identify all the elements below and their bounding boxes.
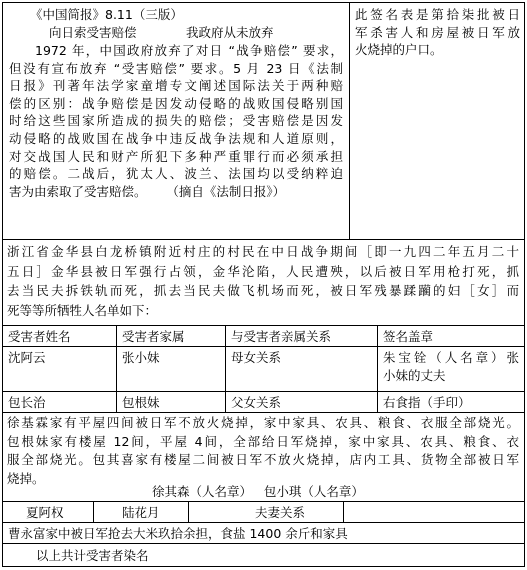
footer-total: 以上共计受害者染名 bbox=[36, 548, 149, 563]
fire-record bbox=[7, 414, 519, 488]
headline-right: 我政府从未放弃 bbox=[186, 25, 274, 40]
fire-record-line: 烧掉。 bbox=[7, 470, 45, 486]
vline-couple-3 bbox=[343, 501, 344, 523]
hline-row2 bbox=[2, 412, 525, 413]
relation: 母女关系 bbox=[231, 350, 282, 365]
vline-col2 bbox=[225, 325, 226, 413]
hline-row1 bbox=[2, 391, 525, 392]
victim-name: 包长治 bbox=[8, 395, 46, 410]
paragraph-line: 的赔偿。二战后，犹太人、波兰、法国均以受纳粹迫 bbox=[9, 166, 343, 182]
header-victim-family: 受害者家属 bbox=[122, 329, 185, 344]
hline-header bbox=[2, 325, 525, 326]
headline-left: 向日索受害赔偿 bbox=[49, 25, 137, 40]
border-bottom bbox=[2, 566, 525, 567]
vline-col1 bbox=[116, 325, 117, 413]
looting-record: 曹永富家中被日军抢去大米玖拾余担，食盐 1400 余斤和家具 bbox=[8, 526, 348, 541]
hline-header-bottom bbox=[2, 346, 525, 347]
paragraph-line: 但没有宣布放弃 “受害赔偿” 要求。5 月 23 日《法制 bbox=[9, 60, 343, 76]
fire-record-line: 包根妹家有楼屋 12间，平屋 4间，全部给日军烧掉，家中家具、农具、粮食、衣 bbox=[7, 433, 519, 449]
victim-family: 包根妹 bbox=[122, 395, 160, 410]
victim-name: 沈阿云 bbox=[8, 350, 46, 365]
paragraph-line: 日报》刊著年法学家童增专文阐述国际法关于两种赔 bbox=[9, 78, 343, 94]
couple-name-b: 陆花月 bbox=[122, 505, 160, 520]
header-signature: 签名盖章 bbox=[383, 329, 434, 344]
fire-record-line: 徐基霖家有平屋四间被日军不放火烧掉，家中家具、农具、粮食、衣服全部烧光。 bbox=[7, 415, 519, 430]
fire-record-signatures: 徐其森（人名章） 包小琪（人名章） bbox=[152, 484, 364, 499]
couple-name-a: 夏阿权 bbox=[26, 505, 64, 520]
signature-line: 右食指（手印） bbox=[383, 395, 471, 410]
hline-intro bbox=[2, 239, 525, 240]
relation: 父女关系 bbox=[231, 395, 282, 410]
header-victim-name: 受害者姓名 bbox=[8, 329, 71, 344]
fire-record-line: 服全部烧光。包其喜家有楼屋二间被日军不放火烧掉，店内工具、货物全部被日军 bbox=[7, 452, 519, 467]
paragraph-line: 害为由索取了受害赔偿。 （摘自《法制日报》） bbox=[9, 183, 286, 199]
intro-line: 浙江省金华县白龙桥镇附近村庄的村民在中日战争期间［即一九四二年五月二十 bbox=[7, 244, 519, 259]
paragraph-line: 时给这些国家所造成的损失的赔偿；受害赔偿是因发 bbox=[9, 113, 343, 129]
intro-line: 五日］金华县被日军强行占领，金华沦陷，人民遭殃，以后被日军用枪打死，抓 bbox=[7, 263, 519, 279]
couple-relation: 夫妻关系 bbox=[255, 505, 306, 520]
top-section-divider bbox=[349, 2, 350, 239]
border-left bbox=[2, 2, 3, 567]
vline-couple-2 bbox=[188, 501, 189, 523]
signature-cell bbox=[383, 349, 519, 384]
hline-couple bbox=[2, 522, 525, 523]
paragraph-line: 偿的区别：战争赔偿是因发动侵略的战败国侵略别国 bbox=[9, 95, 343, 111]
signature-line: 朱宝铨（人名章）张 bbox=[383, 350, 519, 365]
signature-line: 小妹的丈夫 bbox=[383, 367, 446, 383]
side-note-line: 火烧掉的户口。 bbox=[355, 42, 443, 58]
paragraph-line: 1972 年，中国政府放弃了对日 “战争赔偿” 要求， bbox=[35, 43, 343, 58]
vline-col3 bbox=[377, 325, 378, 413]
paragraph-line: 动侵略的战败国在战争中违反战争法规和人道原则， bbox=[9, 130, 343, 146]
intro-text bbox=[7, 242, 519, 320]
hline-looting bbox=[2, 543, 525, 544]
intro-line: 死等等所牺牲人名单如下： bbox=[7, 302, 158, 318]
intro-line: 去当民夫拆铁轨而死，抓去当民夫做飞机场而死，被日军残暴蹂躏的妇［女］而 bbox=[7, 283, 519, 298]
border-right bbox=[524, 2, 525, 567]
victim-family: 张小妹 bbox=[122, 350, 160, 365]
side-note-line: 此签名表是第拾柒批被日 bbox=[355, 7, 520, 22]
side-note-line: 军杀害人和房屋被日军放 bbox=[355, 24, 520, 40]
side-note bbox=[355, 6, 520, 59]
paragraph-line: 对交战国人民和财产所犯下多种严重罪行而必须承担 bbox=[9, 148, 343, 164]
newspaper-source: 《中国简报》8.11（三版） bbox=[30, 7, 183, 22]
border-top bbox=[2, 2, 525, 3]
header-relation: 与受害者亲属关系 bbox=[231, 329, 332, 344]
vline-couple-1 bbox=[93, 501, 94, 523]
newspaper-paragraph bbox=[9, 42, 343, 200]
hline-fire bbox=[2, 501, 525, 502]
